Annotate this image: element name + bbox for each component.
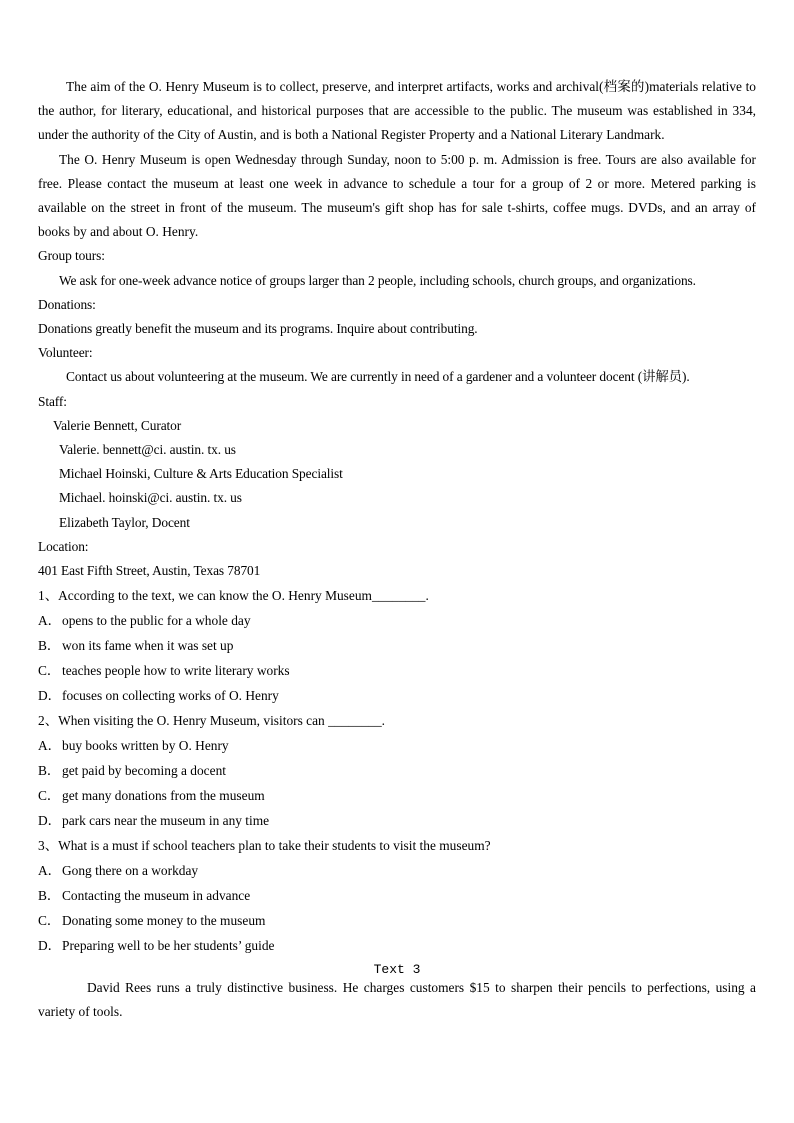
option-letter: D．	[38, 813, 62, 829]
option-text: Donating some money to the museum	[62, 913, 266, 929]
heading-staff: Staff:	[38, 393, 67, 409]
option-letter: B．	[38, 763, 61, 779]
option-letter: C．	[38, 913, 61, 929]
paragraph-museum-aim: The aim of the O. Henry Museum is to collect, preserve, and interpret artifacts, works and archival(档案的)materials relative to the author, for literary, educational, and historical purposes that are accessible to the public. The museum was established in 334, under the authority of the City of Austin, and is both a National Register Property and a National Literary Landmark.	[38, 79, 756, 143]
option-letter: A．	[38, 613, 62, 629]
option-letter: D．	[38, 938, 62, 954]
option-letter: C．	[38, 788, 61, 804]
document-page	[38, 75, 756, 1025]
answer-option	[38, 783, 756, 808]
location-address: 401 East Fifth Street, Austin, Texas 78701	[38, 563, 261, 579]
heading-group-tours: Group tours:	[38, 248, 105, 264]
staff-entry: Valerie Bennett, Curator	[53, 417, 182, 433]
option-letter: B．	[38, 638, 61, 654]
option-text: focuses on collecting works of O. Henry	[62, 688, 279, 704]
option-text: get paid by becoming a docent	[62, 763, 226, 779]
option-text: Gong there on a workday	[62, 863, 199, 879]
option-text: won its fame when it was set up	[62, 638, 234, 654]
option-text: get many donations from the museum	[62, 788, 265, 804]
option-text: park cars near the museum in any time	[62, 813, 270, 829]
option-letter: A．	[38, 863, 62, 879]
heading-location: Location:	[38, 538, 89, 554]
text3-paragraph: David Rees runs a truly distinctive business. He charges customers $15 to sharpen their pencils to perfections, using a variety of tools.	[38, 980, 756, 1020]
staff-email: Valerie. bennett@ci. austin. tx. us	[59, 442, 236, 458]
answer-option	[38, 908, 756, 933]
option-text: Preparing well to be her students’ guide	[62, 938, 275, 954]
answer-option	[38, 608, 756, 633]
option-letter: C．	[38, 663, 61, 679]
answer-option	[38, 808, 756, 833]
staff-entry: Michael Hoinski, Culture & Arts Education Specialist	[59, 466, 343, 482]
question-stem: 1、According to the text, we can know the O. Henry Museum________.	[38, 588, 429, 604]
question-3	[38, 833, 756, 958]
answer-option	[38, 758, 756, 783]
answer-option	[38, 658, 756, 683]
heading-donations: Donations:	[38, 296, 96, 312]
heading-volunteer: Volunteer:	[38, 345, 93, 361]
option-letter: B．	[38, 888, 61, 904]
question-stem: 3、What is a must if school teachers plan to take their students to visit the museum?	[38, 838, 491, 854]
group-tours-text: We ask for one-week advance notice of groups larger than 2 people, including schools, church groups, and organizations.	[59, 272, 696, 288]
answer-option	[38, 633, 756, 658]
staff-email: Michael. hoinski@ci. austin. tx. us	[59, 490, 242, 506]
donations-text: Donations greatly benefit the museum and its programs. Inquire about contributing.	[38, 321, 478, 337]
text3-title: Text 3	[373, 962, 421, 978]
question-1	[38, 583, 756, 708]
option-text: Contacting the museum in advance	[62, 888, 251, 904]
volunteer-text: Contact us about volunteering at the museum. We are currently in need of a gardener and a volunteer docent (讲解员).	[66, 369, 690, 385]
option-text: teaches people how to write literary works	[62, 663, 290, 679]
question-stem: 2、When visiting the O. Henry Museum, visitors can ________.	[38, 713, 385, 729]
option-letter: A．	[38, 738, 62, 754]
option-text: opens to the public for a whole day	[62, 613, 251, 629]
paragraph-museum-hours: The O. Henry Museum is open Wednesday through Sunday, noon to 5:00 p. m. Admission is free. Tours are also available for free. Please contact the museum at least one week in advance to schedule a tour for a group of 2 or more. Metered parking is available on the street in front of the museum. The museum's gift shop has for sale t-shirts, coffee mugs. DVDs, and an array of books by and about O. Henry.	[38, 151, 756, 240]
answer-option	[38, 858, 756, 883]
answer-option	[38, 883, 756, 908]
answer-option	[38, 683, 756, 708]
answer-option	[38, 733, 756, 758]
staff-entry: Elizabeth Taylor, Docent	[59, 514, 190, 530]
answer-option	[38, 933, 756, 958]
option-text: buy books written by O. Henry	[62, 738, 229, 754]
question-2	[38, 708, 756, 833]
option-letter: D．	[38, 688, 62, 704]
